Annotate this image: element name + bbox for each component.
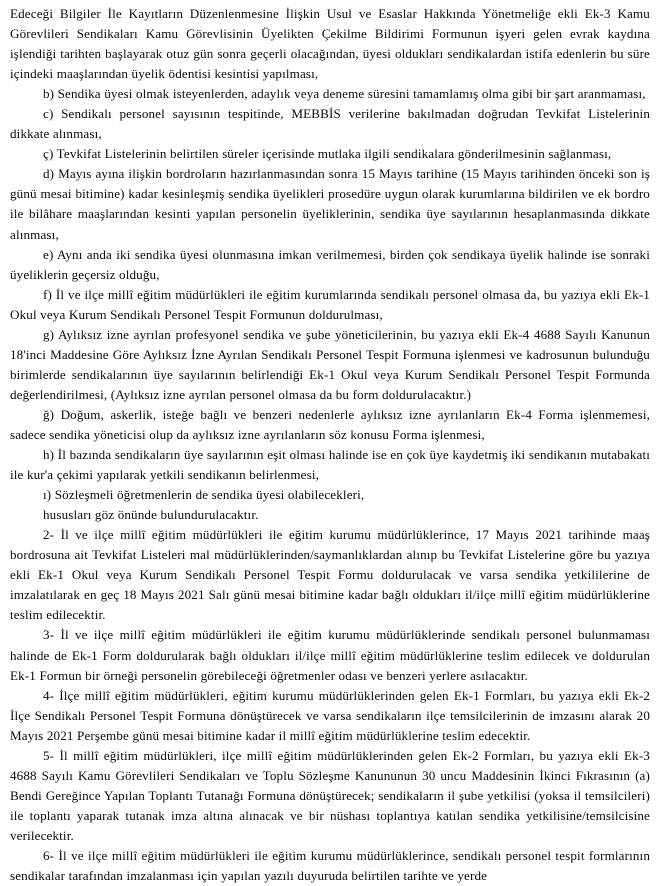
paragraph-item-g: g) Aylıksız izne ayrılan profesyonel sendika ve şube yöneticilerinin, bu yazıya ekli Ek-4 4688 Sayılı Kanunun 18'inci Maddesine Göre Aylıksız İzne Ayrılan Sendikalı Personel Tespit Formuna işlenmesi ve kadrosunun bulunduğu birimlerde sendikalarının üye sayılarının belirlendiği Ek-1 Okul veya Kurum Sendikalı Personel Tespit Formunda değerlendirilmesi, (Aylıksız izne ayrılan personel olmasa da bu form doldurulacaktır.) — [10, 326, 650, 402]
paragraph-item-5: 5- İl millî eğitim müdürlükleri, ilçe millî eğitim müdürlüklerinden gelen Ek-2 Formları, bu yazıya ekli Ek-3 4688 Sayılı Kamu Görevlileri Sendikaları ve Toplu Sözleşme Kanununun 30 uncu Maddesinin İkinci Fıkrasının (a) Bendi Gereğince Yapılan Toplantı Tutanağı Formuna dönüştürecek; sendikaların il şube yetkilisi (yoksa il temsilcileri) ile toplantı yaparak tutanak imza altına alınacak ve bir nüshası toplantıya katılan sendika yetkilisine/temsilcisine verilecektir. — [10, 747, 650, 843]
paragraph-item-i-dotless: ı) Sözleşmeli öğretmenlerin de sendika üyesi olabilecekleri, — [43, 487, 365, 503]
paragraph-closing-line: hususları göz önünde bulundurulacaktır. — [43, 507, 259, 523]
paragraph-item-g-breve: ğ) Doğum, askerlik, isteğe bağlı ve benzeri nedenlerle aylıksız izne ayrılanların Ek-4 Forma işlenmemesi, sadece sendika yöneticisi olup da aylıksız izne ayrılanların söz konusu Forma işlenmesi, — [10, 406, 650, 442]
paragraph-item-f: f) İl ve ilçe millî eğitim müdürlükleri ile eğitim kurumlarında sendikalı personel olmasa da, bu yazıya ekli Ek-1 Okul veya Kurum Sendikalı Personel Tespit Formunun doldurulması, — [10, 286, 650, 322]
paragraph-item-6: 6- İl ve ilçe millî eğitim müdürlükleri ile eğitim kurumu müdürlüklerince, sendikalı personel tespit formlarının sendikalar tarafından imzalanması için yapılan yazılı duyuruda belirtilen tarihte ve yerde — [10, 847, 650, 884]
paragraph-intro-continuation: Edeceği Bilgiler İle Kayıtların Düzenlenmesine İlişkin Usul ve Esaslar Hakkında Yönetmeliğe ekli Ek-3 Kamu Görevlileri Sendikaları Kamu Görevlisinin Üyelikten Çekilme Bildirimi Formunun işyeri gelen evrak kaydına işlendiği tarihten başlayarak otuz gün sonra geçerli olacağından, üyesi oldukları sendikalardan istifa edenlerin bu süre içindeki maaşlarından üyelik ödentisi kesintisi yapılması, — [10, 6, 650, 82]
document-body — [10, 4, 650, 886]
paragraph-item-e: e) Aynı anda iki sendika üyesi olunmasına imkan verilmemesi, birden çok sendikaya üyelik halinde ise sonraki üyeliklerin geçersiz olduğu, — [10, 246, 650, 282]
paragraph-item-c: c) Sendikalı personel sayısının tespitinde, MEBBİS verilerine bakılmadan doğrudan Tevkifat Listelerinin dikkate alınması, — [10, 106, 650, 142]
paragraph-item-b: b) Sendika üyesi olmak isteyenlerden, adaylık veya deneme süresini tamamlamış olma gibi bir şart aranmaması, — [43, 86, 646, 102]
paragraph-item-3: 3- İl ve ilçe millî eğitim müdürlükleri ile eğitim kurumu müdürlüklerinde sendikalı personel bulunmaması halinde de Ek-1 Form doldurularak bağlı oldukları il/ilçe millî eğitim müdürlüklerine teslim edilecek ve doldurulan Ek-1 Formun bir örneği personelin görebileceği öğretmenler odası ve benzeri yerlere asılacaktır. — [10, 627, 650, 683]
paragraph-item-c-cedilla: ç) Tevkifat Listelerinin belirtilen süreler içerisinde mutlaka ilgili sendikalara gönderilmesinin sağlanması, — [43, 146, 612, 162]
paragraph-item-4: 4- İlçe millî eğitim müdürlükleri, eğitim kurumu müdürlüklerinden gelen Ek-1 Formları, bu yazıya ekli Ek-2 İlçe Sendikalı Personel Tespit Formuna dönüştürecek ve varsa sendikaların ilçe temsilcilerinin de imzasını alarak 20 Mayıs 2021 Perşembe günü mesai bitimine kadar il millî eğitim müdürlüklerine teslim edecektir. — [10, 687, 650, 743]
paragraph-item-h: h) İl bazında sendikaların üye sayılarının eşit olması halinde ise en çok üye kaydetmiş iki sendikanın mutabakatı ile kur'a çekimi yapılarak yetkili sendikanın belirlenmesi, — [10, 447, 650, 483]
paragraph-item-2: 2- İl ve ilçe millî eğitim müdürlükleri ile eğitim kurumu müdürlüklerince, 17 Mayıs 2021 tarihinde maaş bordrosuna ait Tevkifat Listeleri mal müdürlüklerinden/saymanlıklardan alınıp bu Tevkifat Listelerine göre bu yazıya ekli Ek-1 Okul veya Kurum Sendikalı Personel Tespit Formu doldurulacak ve varsa sendika yetkililerine de imzalatılarak en geç 18 Mayıs 2021 Salı günü mesai bitimine kadar bağlı oldukları il/ilçe millî eğitim müdürlüklerine teslim edilecektir. — [10, 527, 650, 623]
paragraph-item-d: d) Mayıs ayına ilişkin bordroların hazırlanmasından sonra 15 Mayıs tarihine (15 Mayıs tarihinden önceki son iş günü mesai bitimine) kadar kesinleşmiş sendika üyelikleri prosedüre uygun olarak kurumlarına bildirilen ve ek bordro ile bilâhare maaşlarından kesinti yapılan personelin üyeliklerinin, sendika üye sayılarının hesaplanmasında dikkate alınması, — [10, 166, 650, 242]
